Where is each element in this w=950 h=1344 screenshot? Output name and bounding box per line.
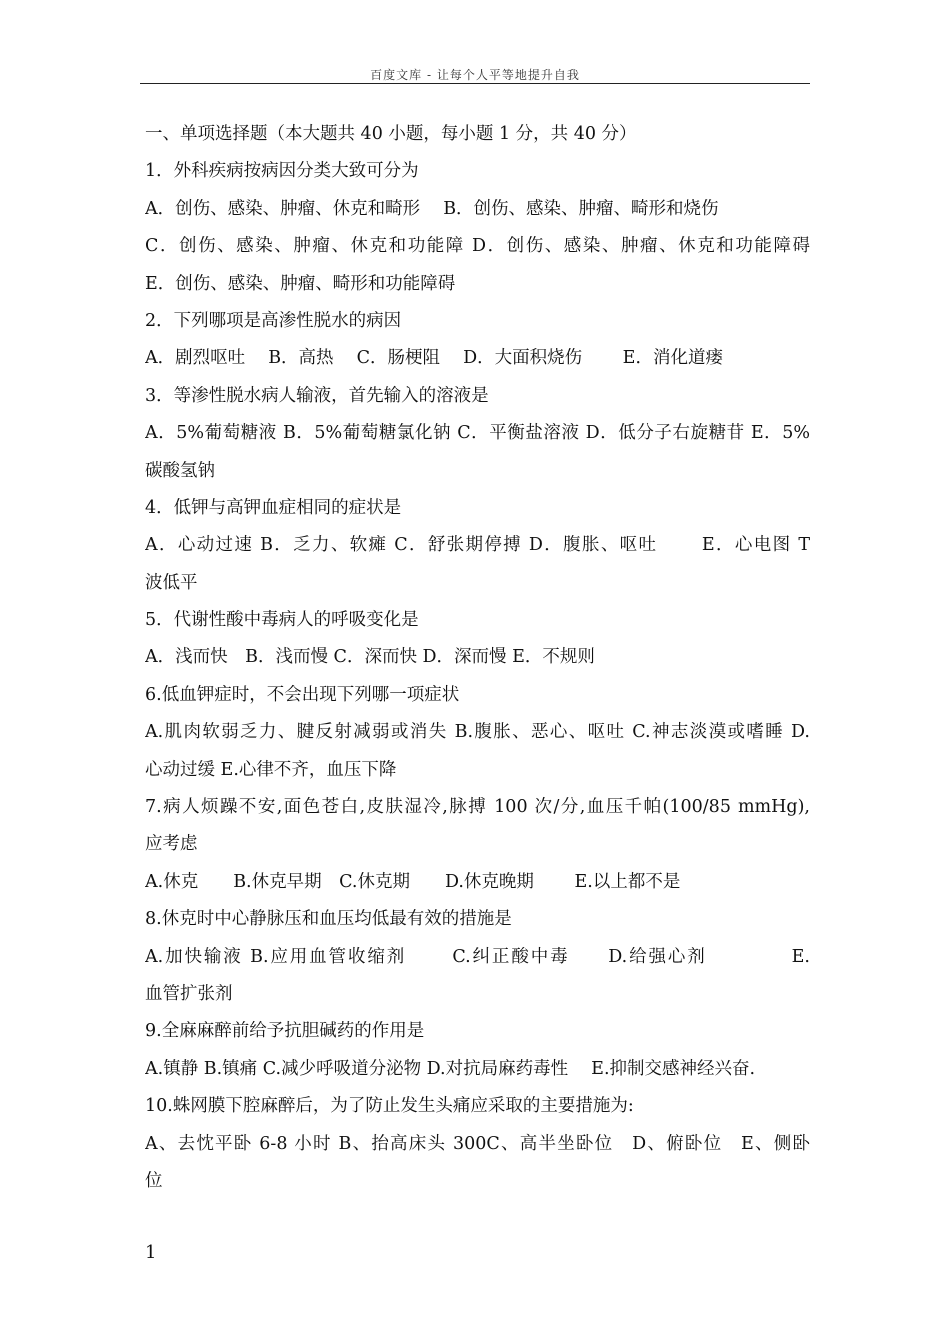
section-title: 一、单项选择题（本大题共 40 小题，每小题 1 分，共 40 分）	[145, 124, 637, 144]
question-6: 6.低血钾症时，不会出现下列哪一项症状	[145, 684, 460, 705]
question-4: 4．低钾与高钾血症相同的症状是	[145, 497, 402, 518]
question-4-options-line-1: A．心动过速 B．乏力、软瘫 C．舒张期停搏 D．腹胀、呕吐 E．心电图 T	[145, 535, 810, 556]
question-10-options-line-2: 位	[145, 1170, 163, 1191]
question-6-options-line-1: A.肌肉软弱乏力、腱反射减弱或消失 B.腹胀、恶心、呕吐 C.神志淡漠或嗜睡 D.	[145, 722, 810, 743]
question-6-options-line-2: 心动过缓 E.心律不齐，血压下降	[145, 759, 397, 780]
question-1-options-line-2: C．创伤、感染、肿瘤、休克和功能障 D．创伤、感染、肿瘤、休克和功能障碍	[145, 236, 810, 257]
question-8-options-line-2: 血管扩张剂	[145, 983, 233, 1004]
question-1-options-line-1: A．创伤、感染、肿瘤、休克和畸形 B．创伤、感染、肿瘤、畸形和烧伤	[145, 198, 719, 219]
page-header: 百度文库 - 让每个人平等地提升自我	[370, 68, 580, 82]
header-rule	[140, 83, 810, 84]
question-1-options-line-3: E．创伤、感染、肿瘤、畸形和功能障碍	[145, 273, 456, 294]
question-3-options-line-1: A．5%葡萄糖液 B．5%葡萄糖氯化钠 C．平衡盐溶液 D．低分子右旋糖苷 E．5%	[145, 423, 810, 444]
question-9: 9.全麻麻醉前给予抗胆碱药的作用是	[145, 1021, 425, 1042]
question-5: 5．代谢性酸中毒病人的呼吸变化是	[145, 610, 419, 631]
question-7-options: A.休克 B.休克早期 C.休克期 D.休克晚期 E.以上都不是	[145, 871, 681, 892]
question-1: 1．外科疾病按病因分类大致可分为	[145, 161, 419, 182]
question-7-line-2: 应考虑	[145, 834, 198, 855]
question-3: 3．等渗性脱水病人输液，首先输入的溶液是	[145, 385, 489, 406]
question-10: 10.蛛网膜下腔麻醉后，为了防止发生头痛应采取的主要措施为:	[145, 1096, 634, 1117]
question-4-options-line-2: 波低平	[145, 572, 198, 593]
question-9-options: A.镇静 B.镇痛 C.减少呼吸道分泌物 D.对抗局麻药毒性 E.抑制交感神经兴奋.	[145, 1058, 756, 1079]
question-3-options-line-2: 碳酸氢钠	[145, 460, 215, 481]
question-2-options: A．剧烈呕吐 B．高热 C．肠梗阻 D．大面积烧伤 E．消化道瘘	[145, 348, 723, 369]
question-2: 2．下列哪项是高渗性脱水的病因	[145, 310, 402, 331]
question-5-options: A．浅而快 B．浅而慢 C．深而快 D．深而慢 E．不规则	[145, 647, 595, 668]
document-body	[145, 116, 810, 1200]
page-number: 1	[145, 1242, 157, 1263]
question-8-options-line-1: A.加快输液 B.应用血管收缩剂 C.纠正酸中毒 D.给强心剂 E.	[145, 946, 810, 967]
question-10-options-line-1: A、去忱平卧 6-8 小时 B、抬高床头 300C、高半坐卧位 D、俯卧位 E、侧卧	[145, 1133, 810, 1154]
question-8: 8.休克时中心静脉压和血压均低最有效的措施是	[145, 909, 512, 930]
question-7-line-1: 7.病人烦躁不安,面色苍白,皮肤湿冷,脉搏 100 次/分,血压千帕(100/85 mmHg),	[145, 797, 810, 818]
